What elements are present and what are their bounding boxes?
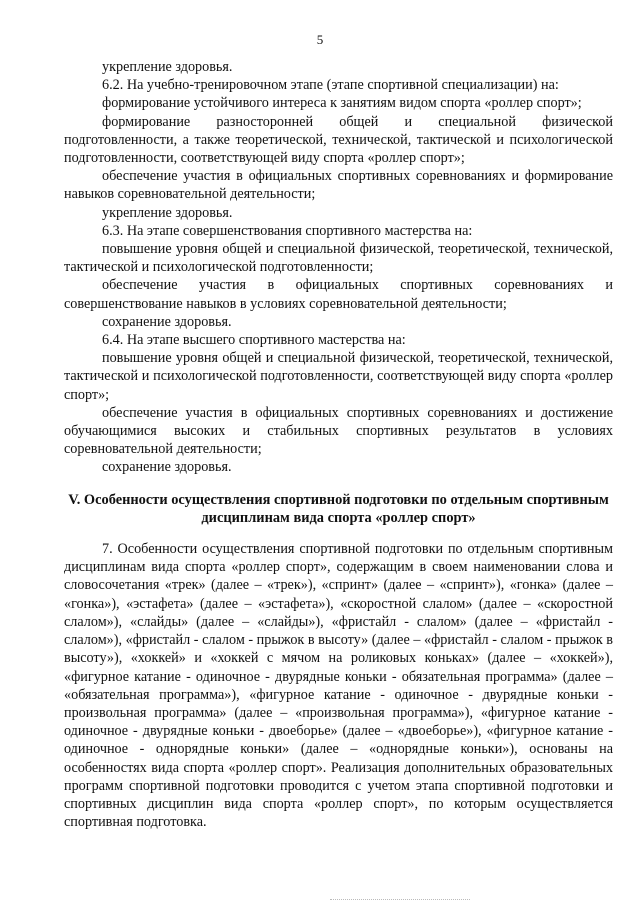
- section-heading: V. Особенности осуществления спортивной подготовки по отдельным спортивным дисциплинам вида спорта «роллер спорт»: [68, 491, 609, 526]
- scan-artifact: [330, 899, 470, 901]
- paragraph: формирование разносторонней общей и специальной физической подготовленности, а также теоретической, технической, тактической и психологической подготовленности, соответствующей виду спорта «роллер спорт»;: [64, 113, 613, 167]
- paragraph: 6.4. На этапе высшего спортивного мастерства на:: [102, 332, 406, 349]
- paragraph: обеспечение участия в официальных спортивных соревнованиях и формирование навыков соревновательной деятельности;: [64, 168, 613, 203]
- section-paragraph: 7. Особенности осуществления спортивной подготовки по отдельным спортивным дисциплинам вида спорта «роллер спорт», содержащим в своем наименовании слова и словосочетания «трек» (далее – «трек»), «спринт» (далее – «спринт»), «гонка» (далее – «гонка»), «эстафета» (далее – «эстафета»), «скоростной слалом» (далее – «скоростной слалом»), «слайды» (далее – «слайды»), «фристайл - слалом» (далее – «фристайл - слалом»), «фристайл - слалом - прыжок в высоту» (далее – «фристайл - слалом - прыжок в высоту»), «хоккей» и «хоккей с мячом на роликовых коньках» (далее – «хоккей»), «фигурное катание - одиночное - двурядные коньки - обязательная программа» (далее – «обязательная программа»), «фигурное катание - одиночное - двурядные коньки - произвольная программа» (далее – «произвольная программа»), «фигурное катание - одиночное - двурядные коньки - двоеборье» (далее – «двоеборье»), «фигурное катание - одиночное - однорядные коньки» (далее – «однорядные коньки»), основаны на особенностях вида спорта «роллер спорт». Реализация дополнительных образовательных программ спортивной подготовки проводится с учетом этапа спортивной подготовки и спортивных дисциплин вида спорта «роллер спорт», по которым осуществляется спортивная подготовка.: [64, 541, 613, 831]
- paragraph: 6.2. На учебно-тренировочном этапе (этапе спортивной специализации) на:: [102, 77, 559, 94]
- paragraph: повышение уровня общей и специальной физической, теоретической, технической, тактической и психологической подготовленности;: [64, 241, 613, 276]
- paragraph: сохранение здоровья.: [102, 313, 232, 330]
- paragraph: сохранение здоровья.: [102, 459, 232, 476]
- paragraph: формирование устойчивого интереса к занятиям видом спорта «роллер спорт»;: [102, 95, 582, 112]
- paragraph: укрепление здоровья.: [102, 204, 233, 221]
- paragraph: повышение уровня общей и специальной физической, теоретической, технической, тактической и психологической подготовленности, соответствующей виду спорта «роллер спорт»;: [64, 350, 613, 403]
- paragraph: 6.3. На этапе совершенствования спортивного мастерства на:: [102, 222, 473, 239]
- document-body: [64, 58, 613, 831]
- paragraph: обеспечение участия в официальных спортивных соревнованиях и достижение обучающимися высоких и стабильных спортивных результатов в условиях соревновательной деятельности;: [64, 404, 613, 458]
- paragraph: обеспечение участия в официальных спортивных соревнованиях и совершенствование навыков в условиях соревновательной деятельности;: [64, 277, 613, 312]
- paragraph: укрепление здоровья.: [102, 59, 233, 75]
- page-number: 5: [316, 32, 324, 47]
